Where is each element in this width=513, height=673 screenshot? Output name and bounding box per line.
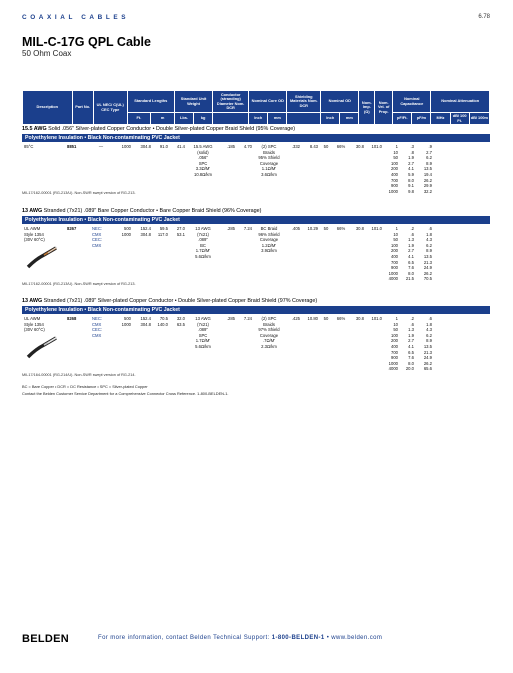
- cable-section-8851: [22, 125, 490, 200]
- shielding-spec: (2) SPC Braids 95% Shield Coverage 1.1Ω/M' 3.6Ω/km: [258, 144, 280, 177]
- part-number: 8268: [67, 316, 77, 321]
- atten-db-ft: .2 .6 1.3 1.9 2.7 4.1 6.5 7.6 8.0 20.0: [405, 316, 414, 372]
- col-ul-type: UL NEC/ C(UL) CEC Type: [93, 91, 127, 125]
- insulation-bar: Polyethylene Insulation • Black Non-contaminating PVC Jacket: [22, 216, 490, 224]
- unit-inch: Inch: [249, 113, 268, 125]
- cap-pfft: 30.8: [355, 226, 364, 231]
- awg-label: 13 AWG: [22, 208, 43, 214]
- col-nom-cap: Nominal Capacitance: [393, 91, 431, 113]
- freq-mhz: 1 10 50 100 200 400 700 900 1000 4000: [388, 316, 398, 372]
- section-description: Stranded (7x21) .089" Silver-plated Copper Conductor • Double Silver-plated Copper Braid Shield (97% Coverage): [43, 298, 318, 304]
- unit-db100ft: dB/ 100 Ft.: [450, 113, 469, 125]
- section-description: Stranded (7x21) .089" Bare Copper Conductor • Bare Copper Braid Shield (96% Coverage): [43, 208, 262, 214]
- section-footnote: MIL17/162-00001 (RG-213/U). Non-SWR swept version of RG-213.: [22, 282, 136, 286]
- unit-mm2: mm: [340, 113, 359, 125]
- description-cell: 85°C: [24, 144, 34, 149]
- cap-pfft: 30.8: [355, 144, 364, 149]
- unit-mhz: MHz: [431, 113, 450, 125]
- core-od-mm: 4.70: [243, 144, 252, 149]
- document-subtitle: 50 Ohm Coax: [22, 49, 72, 58]
- od-inch: .405: [291, 226, 300, 231]
- col-core-od: Nominal Core OD: [249, 91, 287, 113]
- length-ft: 500 1000: [121, 226, 131, 237]
- awg-label: 15.5 AWG: [22, 126, 47, 132]
- section-footnote: MIL17/164-00001 (RG-214/U). Non-SWR swept version of RG-214.: [22, 373, 136, 377]
- impedance: 50: [323, 316, 329, 321]
- page-footer: [22, 633, 490, 645]
- section-description: Solid .056" Silver-plated Copper Conductor • Double Silver-plated Copper Braid Shield (95% Coverage): [48, 126, 295, 132]
- weight-lbs: 59.5 117.0: [157, 226, 168, 237]
- cap-pfm: 101.0: [371, 226, 382, 231]
- od-inch: .425: [291, 316, 300, 321]
- ul-type: —: [98, 144, 104, 149]
- shielding-spec: BC Braid 96% Shield Coverage 1.2Ω/M' 3.9Ω/km: [258, 226, 280, 254]
- footer-separator: •: [324, 635, 332, 641]
- description-cell: UL AWM Style 1354 (30V 60°C): [24, 316, 45, 333]
- velocity: 66%: [336, 316, 346, 321]
- cable-section-8267: [22, 207, 490, 292]
- atten-db-ft: .3 .8 1.9 2.7 4.1 5.9 8.0 9.1 9.8: [408, 144, 414, 194]
- shielding-spec: (2) SPC Braids 97% Shield Coverage .7Ω/M' 2.3Ω/km: [258, 316, 280, 349]
- impedance: 50: [323, 226, 329, 231]
- website-link[interactable]: www.belden.com: [331, 635, 383, 641]
- belden-logo: BELDEN: [22, 633, 70, 645]
- unit-ft: Ft.: [127, 113, 151, 125]
- cap-pfft: 30.8: [355, 316, 364, 321]
- awg-label: 13 AWG: [22, 298, 43, 304]
- cap-pfm: 101.0: [371, 144, 382, 149]
- legend-abbreviations: BC = Bare Copper • DCR = DC Resistance • SPC = Silver-plated Copper: [22, 384, 148, 389]
- length-m: 304.8: [140, 144, 151, 149]
- part-number: 8267: [67, 226, 77, 231]
- velocity: 66%: [336, 226, 346, 231]
- page-header: [22, 14, 490, 25]
- velocity: 66%: [336, 144, 346, 149]
- support-phone[interactable]: 1-800-BELDEN-1: [271, 635, 325, 641]
- conductor-spec: 13 AWG (7x21) .089" SPC 1.7Ω/M' 5.6Ω/km: [195, 316, 211, 349]
- section-heading: [22, 297, 490, 306]
- col-nom-imp: Nom. Imp. (Ω): [359, 91, 375, 125]
- length-ft: 1000: [121, 144, 131, 149]
- section-heading: [22, 125, 490, 134]
- ul-type: NEC: CMX CEC: CMX: [92, 316, 103, 338]
- section-title: COAXIAL CABLES: [22, 14, 130, 21]
- col-description: Description: [23, 91, 73, 125]
- description-cell: UL AWM Style 1354 (30V 60°C): [24, 226, 45, 243]
- section-heading: [22, 207, 490, 216]
- conductor-spec: 13 AWG (7x21) .089" BC 1.7Ω/M' 5.6Ω/km: [195, 226, 211, 259]
- unit-pfm: pF/m: [412, 113, 431, 125]
- unit-pfft: pF/Ft.: [393, 113, 412, 125]
- unit-shield-blank: [287, 113, 321, 125]
- core-od-inch: .285: [226, 226, 235, 231]
- atten-db-m: .6 1.8 4.3 6.2 8.9 13.5 21.3 24.9 26.2 65.6: [423, 316, 432, 372]
- unit-kg: kg: [194, 113, 213, 125]
- weight-kg: 41.4: [176, 144, 185, 149]
- page-number: 6.78: [478, 14, 490, 20]
- unit-db100m: dB/ 100m: [469, 113, 489, 125]
- od-mm: 10.29: [307, 226, 318, 231]
- ul-type: NEC: CMX CEC: CMX: [92, 226, 103, 248]
- legend-contact: Contact the Belden Customer Service Department for a Comprehensive Connector Cross Reference. 1-800-BELDEN-1.: [22, 390, 229, 396]
- unit-lbs: Lbs.: [174, 113, 193, 125]
- document-title: MIL-C-17G QPL Cable: [22, 35, 151, 49]
- unit-inch2: Inch: [321, 113, 340, 125]
- atten-db-m: .9 2.7 6.2 8.9 13.5 19.4 26.2 29.9 32.2: [423, 144, 432, 194]
- unit-m: m: [151, 113, 175, 125]
- unit-mm: mm: [268, 113, 287, 125]
- core-od-inch: .285: [226, 316, 235, 321]
- column-header-table: [22, 90, 490, 125]
- cable-illustration: [26, 335, 60, 359]
- od-inch: .332: [291, 144, 300, 149]
- footer-prefix: For more information, contact Belden Technical Support:: [98, 635, 272, 641]
- freq-mhz: 1 10 50 100 200 400 700 900 1000 4000: [388, 226, 398, 282]
- length-m: 152.4 304.8: [140, 316, 151, 327]
- col-std-lengths: Standard Lengths: [127, 91, 174, 113]
- insulation-bar: Polyethylene Insulation • Black Non-contaminating PVC Jacket: [22, 134, 490, 142]
- col-nom-atten: Nominal Attenuation: [431, 91, 490, 113]
- cap-pfm: 101.0: [371, 316, 382, 321]
- section-footnote: MIL17/162-00001 (RG-213/U). Non-SWR swept version of RG-213.: [22, 191, 136, 195]
- col-conductor: Conductor (stranding) Diameter Nom. DCR: [213, 91, 249, 113]
- core-od-mm: 7.24: [243, 226, 252, 231]
- col-shielding: Shielding Materials Nom. DCR: [287, 91, 321, 113]
- conductor-spec: 15.5 AWG (solid) .056" SPC 3.3Ω/M' 10.8Ω/km: [193, 144, 213, 177]
- impedance: 50: [323, 144, 329, 149]
- od-mm: 10.80: [307, 316, 318, 321]
- cable-section-8268: [22, 297, 490, 382]
- col-nom-vel: Nom. Vel. of Prop.: [375, 91, 393, 125]
- freq-mhz: 1 10 50 100 200 400 700 900 1000: [388, 144, 398, 194]
- od-mm: 8.43: [309, 144, 318, 149]
- core-od-mm: 7.24: [243, 316, 252, 321]
- abbreviation-legend: [22, 384, 229, 397]
- atten-db-m: .6 1.8 4.3 6.2 8.9 13.5 21.3 24.9 26.2 70.5: [423, 226, 432, 282]
- weight-lbs: 70.5 140.0: [157, 316, 168, 327]
- weight-kg: 32.0 63.5: [176, 316, 185, 327]
- col-part-no: Part No.: [72, 91, 93, 125]
- cable-illustration: [26, 245, 60, 269]
- weight-kg: 27.0 53.1: [176, 226, 185, 237]
- col-nominal-od: Nominal OD: [321, 91, 359, 113]
- core-od-inch: .185: [226, 144, 235, 149]
- insulation-bar: Polyethylene Insulation • Black Non-contaminating PVC Jacket: [22, 306, 490, 314]
- atten-db-ft: .2 .6 1.3 1.9 2.7 4.1 6.5 7.6 8.0 21.5: [405, 226, 414, 282]
- col-std-weight: Standard Unit Weight: [174, 91, 212, 113]
- weight-lbs: 91.0: [159, 144, 168, 149]
- unit-conductor-blank: [213, 113, 249, 125]
- length-ft: 500 1000: [121, 316, 131, 327]
- part-number: 8851: [67, 144, 77, 149]
- footer-contact: [98, 635, 382, 641]
- length-m: 152.4 304.8: [140, 226, 151, 237]
